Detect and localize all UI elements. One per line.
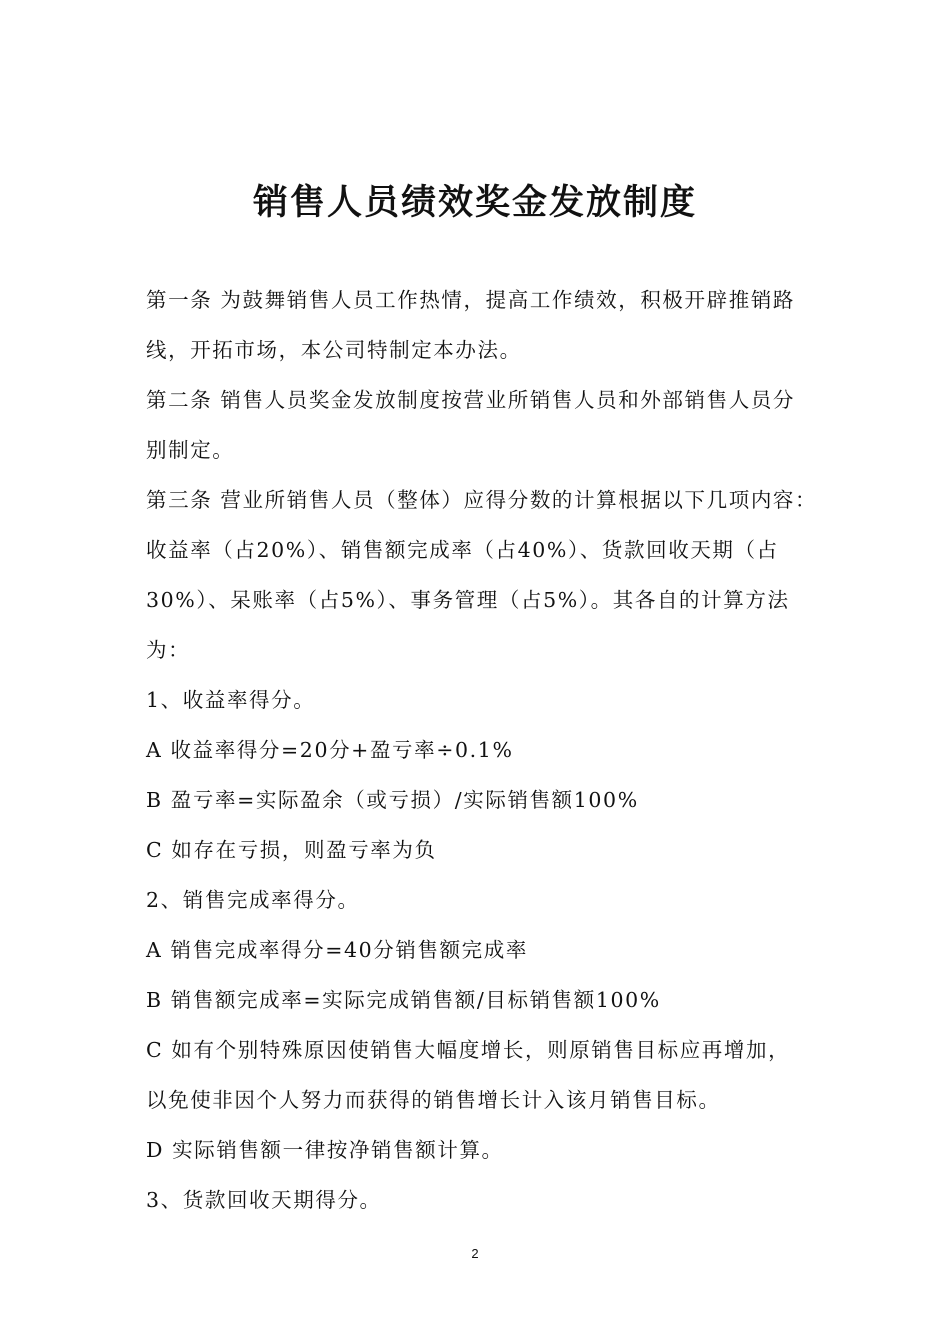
text-line: D 实际销售额一律按净销售额计算。 [146,1138,504,1162]
text-line: 收益率（占20%）、销售额完成率（占40%）、货款回收天期（占 [146,538,779,562]
text-line: 第一条 为鼓舞销售人员工作热情，提高工作绩效，积极开辟推销路 [146,288,796,312]
text-line: 3、货款回收天期得分。 [146,1188,382,1212]
text-line: 线，开拓市场，本公司特制定本办法。 [146,338,522,362]
text-line: C 如存在亏损，则盈亏率为负 [146,838,437,862]
text-line: 第二条 销售人员奖金发放制度按营业所销售人员和外部销售人员分 [146,388,796,412]
text-line: A 收益率得分=20分+盈亏率÷0.1% [146,738,514,762]
text-line: 以免使非因个人努力而获得的销售增长计入该月销售目标。 [146,1088,721,1112]
text-line: 第三条 营业所销售人员（整体）应得分数的计算根据以下几项内容： [146,488,818,512]
text-line: 1、收益率得分。 [146,688,316,712]
text-line: B 销售额完成率=实际完成销售额/目标销售额100% [146,988,661,1012]
text-line: B 盈亏率=实际盈余（或亏损）/实际销售额100% [146,788,639,812]
text-line: A 销售完成率得分=40分销售额完成率 [146,938,528,962]
page-title: 销售人员绩效奖金发放制度 [252,183,697,223]
text-line: 2、销售完成率得分。 [146,888,360,912]
page-number: 2 [471,1246,479,1261]
text-line: 为： [146,638,191,662]
text-line: 30%）、呆账率（占5%）、事务管理（占5%）。其各自的计算方法 [146,588,790,612]
document-body [146,278,818,1228]
text-line: C 如有个别特殊原因使销售大幅度增长，则原销售目标应再增加， [146,1038,791,1062]
text-line: 别制定。 [146,438,235,462]
